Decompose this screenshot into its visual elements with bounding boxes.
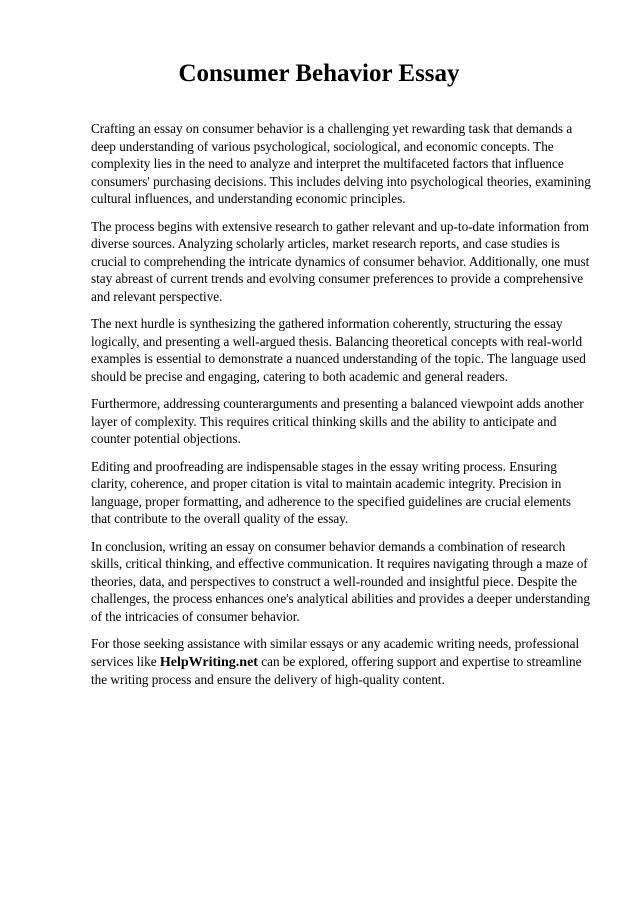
paragraph-counterarguments: Furthermore, addressing counterarguments and presenting a balanced viewpoint adds another layer of complexity. This requires critical thinking skills and the ability to anticipate and counter potential objections. — [91, 396, 584, 446]
document-title: Consumer Behavior Essay — [178, 60, 460, 87]
closing-text-after: can be explored, offering support and expertise to streamline the writing process and ensure the delivery of high-quality content. — [91, 653, 582, 687]
paragraph-research: The process begins with extensive research to gather relevant and up-to-date information from diverse sources. Analyzing scholarly articles, market research reports, and case studies is crucial to comprehending the intricate dynamics of consumer behavior. Additionally, one must stay abreast of current trends and evolving consumer preferences to provide a comprehensive and relevant perspective. — [91, 218, 590, 304]
brand-name: HelpWriting.net — [159, 654, 258, 670]
closing-text-before: For those seeking assistance with similar essays or any academic writing needs, professional services like — [91, 636, 580, 669]
paragraph-editing: Editing and proofreading are indispensable stages in the essay writing process. Ensuring clarity, coherence, and proper citation is vital to maintain academic integrity. Precision in language, proper formatting, and adherence to the specified guidelines are crucial elements that contribute to the overall quality of the essay. — [91, 458, 572, 526]
paragraph-conclusion: In conclusion, writing an essay on consumer behavior demands a combination of research skills, critical thinking, and effective communication. It requires navigating through a maze of theories, data, and perspectives to construct a well-rounded and insightful piece. Despite the challenges, the process enhances one's analytical abilities and provides a deeper understanding of the intricacies of consumer behavior. — [91, 538, 590, 624]
paragraph-synthesis: The next hurdle is synthesizing the gathered information coherently, structuring the essay logically, and presenting a well-argued thesis. Balancing theoretical concepts with real-world examples is essential to demonstrate a nuanced understanding of the topic. The language used should be precise and engaging, catering to both academic and general readers. — [91, 316, 586, 384]
paragraph-closing — [91, 635, 591, 689]
paragraph-intro: Crafting an essay on consumer behavior is a challenging yet rewarding task that demands a deep understanding of various psychological, sociological, and economic concepts. The complexity lies in the need to analyze and interpret the multifaceted factors that influence consumers' purchasing decisions. This includes delving into psychological theories, examining cultural influences, and understanding economic principles. — [91, 121, 591, 206]
document-body — [91, 120, 591, 699]
